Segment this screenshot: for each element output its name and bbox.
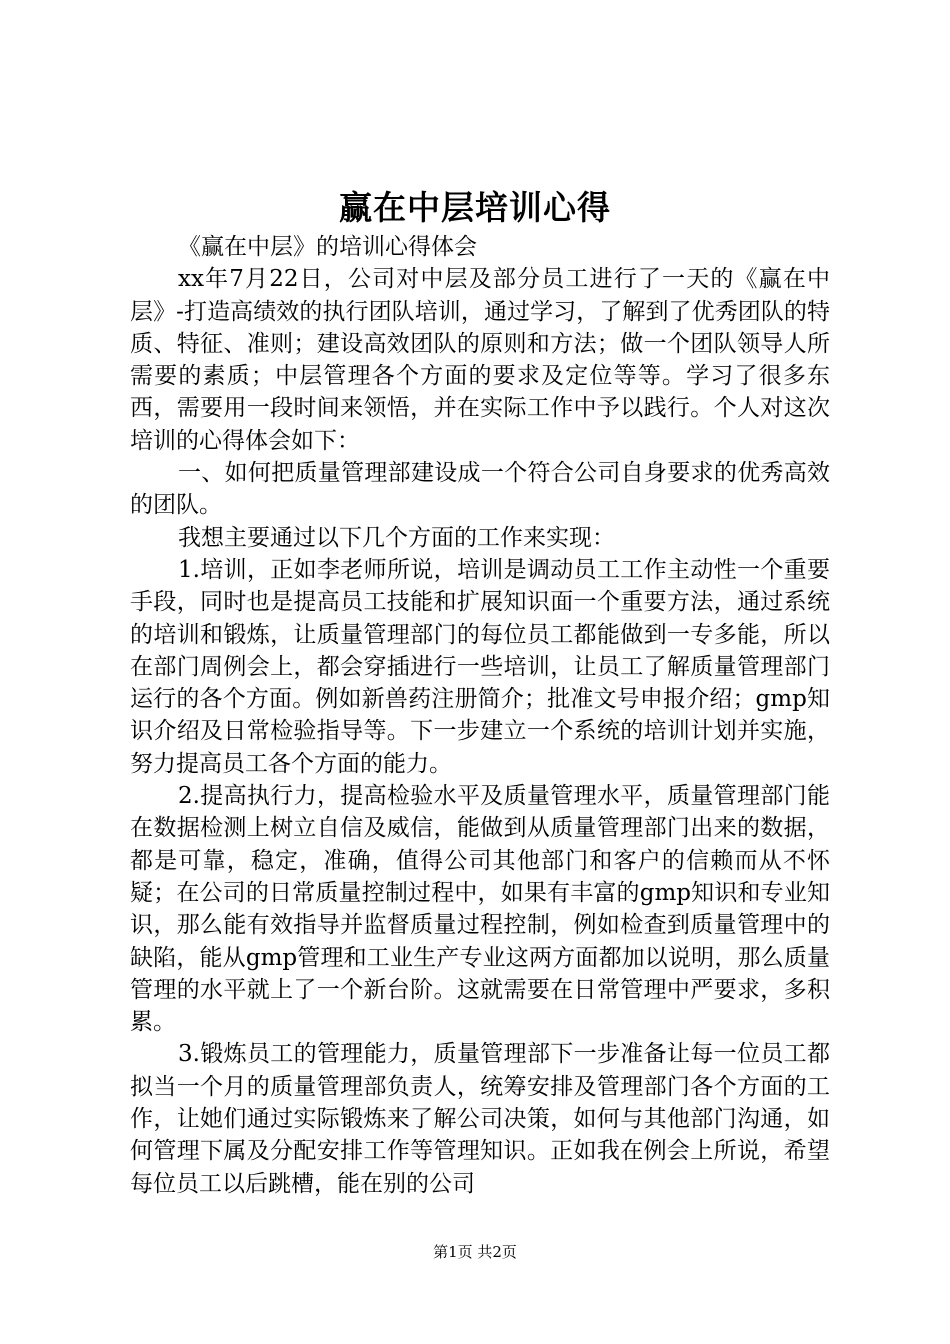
- document-title: 赢在中层培训心得: [339, 188, 611, 227]
- intro-paragraph: xx年7月22日，公司对中层及部分员工进行了一天的《赢在中层》-打造高绩效的执行团队培训，通过学习，了解到了优秀团队的特质、特征、准则；建设高效团队的原则和方法；做一个团队领导人所需要的素质；中层管理各个方面的要求及定位等等。学习了很多东西，需要用一段时间来领悟，并在实际工作中予以践行。个人对这次培训的心得体会如下：: [130, 266, 830, 454]
- section-heading-paragraph: 一、如何把质量管理部建设成一个符合公司自身要求的优秀高效的团队。: [130, 460, 830, 519]
- page-footer: 第1页 共2页: [433, 1243, 517, 1261]
- point-2-paragraph: 2.提高执行力，提高检验水平及质量管理水平，质量管理部门能在数据检测上树立自信及威信，能做到从质量管理部门出来的数据，都是可靠，稳定，准确，值得公司其他部门和客户的信赖而从不怀疑；在公司的日常质量控制过程中，如果有丰富的gmp知识和专业知识，那么能有效指导并监督质量过程控制，例如检查到质量管理中的缺陷，能从gmp管理和工业生产专业这两方面都加以说明，那么质量管理的水平就上了一个新台阶。这就需要在日常管理中严要求，多积累。: [130, 783, 830, 1036]
- point-3-paragraph: 3.锻炼员工的管理能力，质量管理部下一步准备让每一位员工都拟当一个月的质量管理部负责人，统筹安排及管理部门各个方面的工作，让她们通过实际锻炼来了解公司决策，如何与其他部门沟通，如何管理下属及分配安排工作等管理知识。正如我在例会上所说，希望每位员工以后跳槽，能在别的公司: [130, 1041, 830, 1197]
- subtitle-paragraph: 《赢在中层》的培训心得体会: [178, 234, 477, 260]
- point-1-paragraph: 1.培训，正如李老师所说，培训是调动员工工作主动性一个重要手段，同时也是提高员工技能和扩展知识面一个重要方法，通过系统的培训和锻炼，让质量管理部门的每位员工都能做到一专多能，所以在部门周例会上，都会穿插进行一些培训，让员工了解质量管理部门运行的各个方面。例如新兽药注册简介；批准文号申报介绍；gmp知识介绍及日常检验指导等。下一步建立一个系统的培训计划并实施，努力提高员工各个方面的能力。: [130, 556, 830, 777]
- document-body: [130, 231, 830, 1200]
- lead-in-paragraph: 我想主要通过以下几个方面的工作来实现：: [178, 524, 615, 551]
